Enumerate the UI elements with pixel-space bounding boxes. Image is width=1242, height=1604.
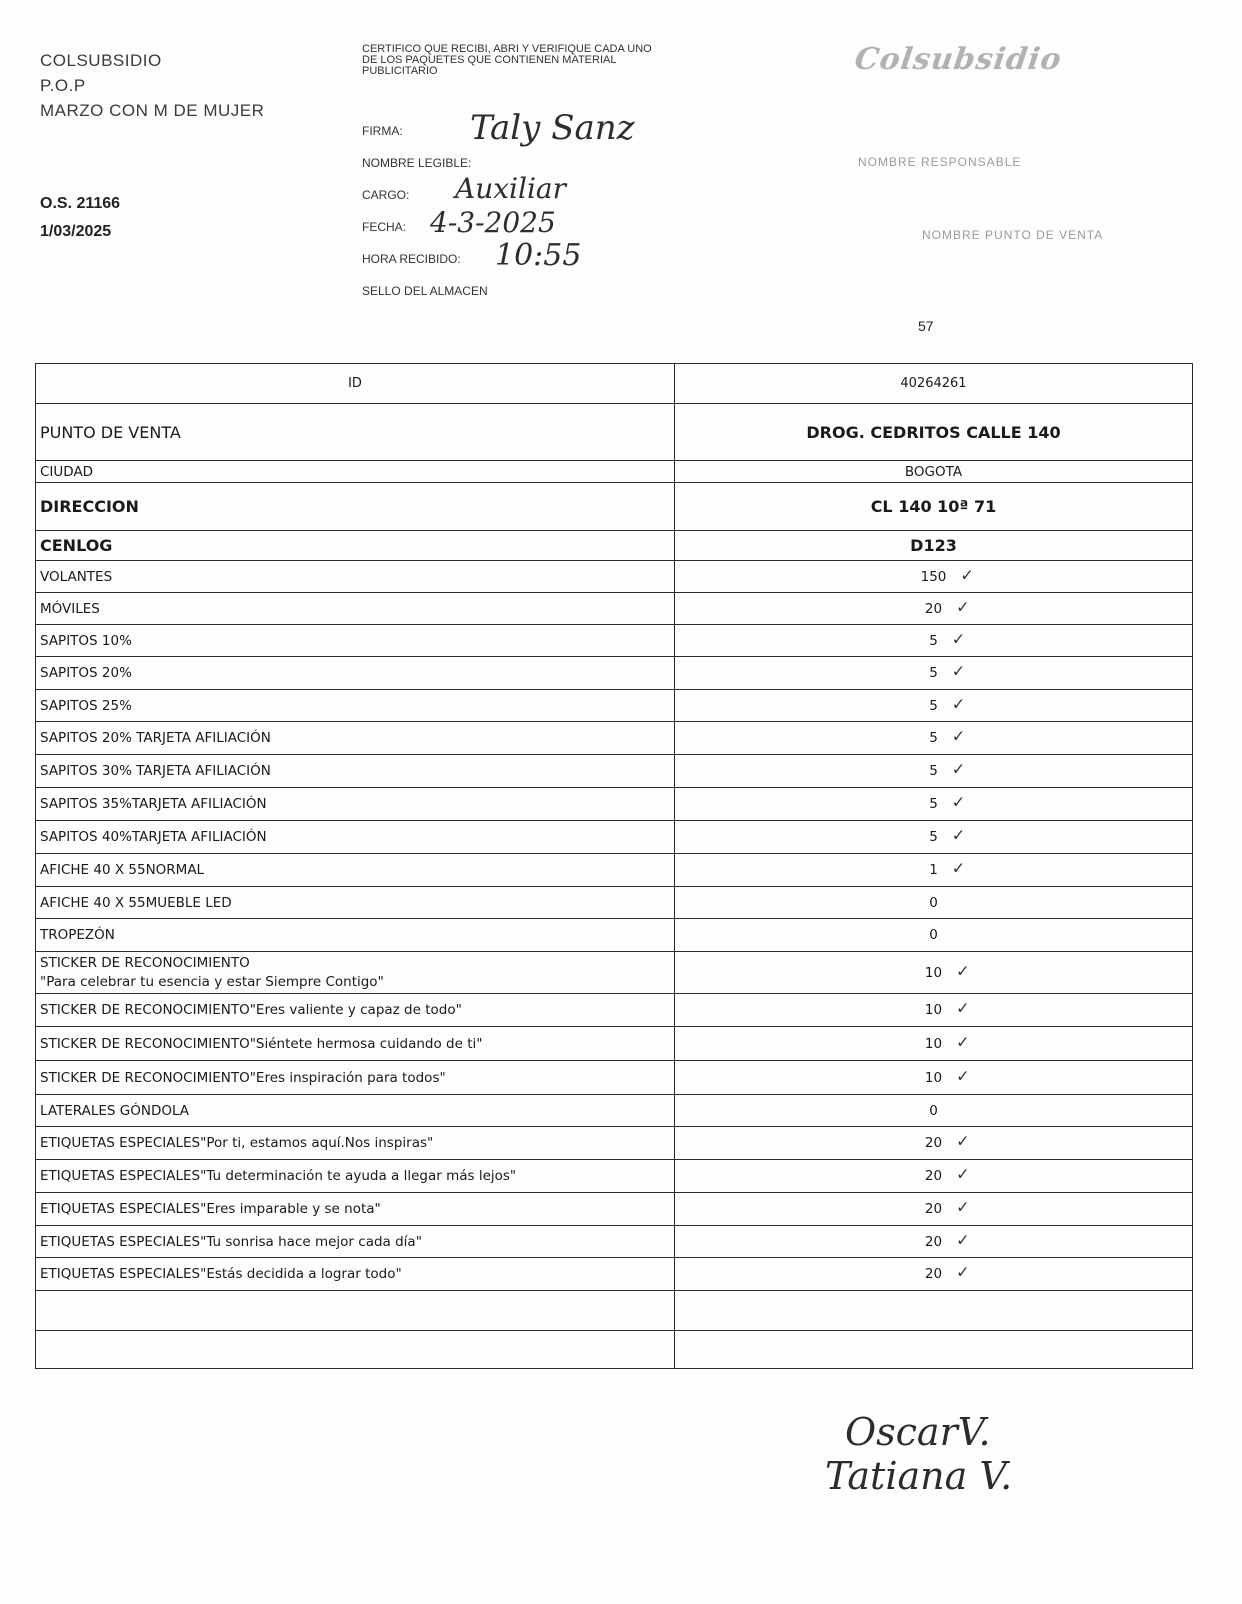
check-mark-icon: ✓ xyxy=(956,597,970,617)
item-quantity: 5 xyxy=(929,730,938,746)
firma-signature: Taly Sanz xyxy=(470,108,635,148)
check-mark-icon: ✓ xyxy=(951,825,966,845)
item-label-line-1: STICKER DE RECONOCIMIENTO xyxy=(40,954,250,971)
cargo-label: CARGO: xyxy=(362,188,410,202)
item-quantity-cell xyxy=(675,1226,1193,1258)
company-header xyxy=(40,48,264,123)
check-mark-icon: ✓ xyxy=(956,1262,970,1282)
fecha-label: FECHA: xyxy=(362,220,407,234)
check-mark-icon: ✓ xyxy=(956,1066,970,1086)
empty-row xyxy=(36,1291,1193,1331)
item-label: STICKER DE RECONOCIMIENTO"Eres inspiración para todos" xyxy=(36,1061,675,1095)
row-cenlog xyxy=(36,531,1193,561)
item-quantity-cell xyxy=(675,657,1193,690)
item-quantity-cell xyxy=(675,593,1193,625)
item-quantity-cell xyxy=(675,821,1193,854)
campaign-name: MARZO CON M DE MUJER xyxy=(40,101,265,120)
item-quantity-cell xyxy=(675,1193,1193,1226)
item-quantity: 20 xyxy=(924,600,943,617)
item-label-line-2: "Para celebrar tu esencia y estar Siempre Contigo" xyxy=(40,973,384,990)
check-mark-icon: ✓ xyxy=(956,998,970,1018)
item-row xyxy=(36,690,1193,722)
item-label: SAPITOS 20% xyxy=(36,657,675,690)
delivery-table xyxy=(35,363,1193,1369)
check-mark-icon: ✓ xyxy=(956,1230,970,1250)
item-row xyxy=(36,722,1193,755)
department: P.O.P xyxy=(40,76,86,95)
item-quantity: 5 xyxy=(929,632,938,649)
item-label: SAPITOS 40%TARJETA AFILIACIÓN xyxy=(36,821,675,854)
item-row xyxy=(36,788,1193,821)
sello-label: SELLO DEL ALMACEN xyxy=(362,284,488,298)
order-date: 1/03/2025 xyxy=(40,223,112,240)
item-quantity: 20 xyxy=(924,1201,943,1217)
check-mark-icon: ✓ xyxy=(951,792,966,812)
check-mark-icon: ✓ xyxy=(951,759,966,779)
item-quantity-cell xyxy=(675,1160,1193,1193)
item-label: SAPITOS 20% TARJETA AFILIACIÓN xyxy=(36,722,675,755)
item-quantity: 20 xyxy=(924,1168,943,1184)
item-quantity-cell xyxy=(675,854,1193,887)
item-label: MÓVILES xyxy=(36,593,675,625)
empty-row xyxy=(36,1331,1193,1369)
item-quantity-cell xyxy=(675,1258,1193,1291)
check-mark-icon: ✓ xyxy=(956,1164,970,1184)
empty-cell xyxy=(675,1331,1193,1369)
check-mark-icon: ✓ xyxy=(951,726,966,746)
item-quantity: 20 xyxy=(924,1266,943,1282)
check-mark-icon: ✓ xyxy=(951,629,966,649)
item-quantity: 5 xyxy=(929,796,938,812)
item-quantity-cell xyxy=(675,788,1193,821)
item-quantity-cell xyxy=(675,887,1193,919)
item-quantity-cell xyxy=(675,722,1193,755)
item-quantity-cell xyxy=(675,690,1193,722)
item-quantity-cell xyxy=(675,625,1193,657)
item-quantity: 5 xyxy=(929,665,938,681)
item-row xyxy=(36,1061,1193,1095)
nombre-legible-label: NOMBRE LEGIBLE: xyxy=(362,156,472,170)
item-quantity: 10 xyxy=(924,1002,943,1018)
item-row xyxy=(36,854,1193,887)
item-label: ETIQUETAS ESPECIALES"Estás decidida a lograr todo" xyxy=(36,1258,675,1291)
item-row xyxy=(36,994,1193,1027)
item-quantity-cell xyxy=(675,1061,1193,1095)
row-ciudad xyxy=(36,461,1193,483)
item-quantity: 0 xyxy=(929,927,938,943)
item-row xyxy=(36,887,1193,919)
check-mark-icon: ✓ xyxy=(951,661,966,681)
item-quantity-cell xyxy=(675,994,1193,1027)
item-quantity: 1 xyxy=(929,862,938,878)
page-number: 57 xyxy=(918,318,934,334)
item-row xyxy=(36,755,1193,788)
hora-handwritten: 10:55 xyxy=(495,238,582,273)
item-row xyxy=(36,561,1193,593)
item-row xyxy=(36,1027,1193,1061)
item-quantity: 10 xyxy=(924,1035,943,1052)
certificate-text: CERTIFICO QUE RECIBI, ABRI Y VERIFIQUE CADA UNO DE LOS PAQUETES QUE CONTIENEN MATERIAL PUBLICITARIO xyxy=(362,43,652,77)
item-quantity: 0 xyxy=(929,1102,938,1119)
item-label: ETIQUETAS ESPECIALES"Eres imparable y se nota" xyxy=(36,1193,675,1226)
item-label: ETIQUETAS ESPECIALES"Tu sonrisa hace mejor cada día" xyxy=(36,1226,675,1258)
item-quantity-cell xyxy=(675,1095,1193,1127)
item-label: VOLANTES xyxy=(36,561,675,593)
item-quantity-cell xyxy=(675,755,1193,788)
item-row xyxy=(36,1160,1193,1193)
firma-label: FIRMA: xyxy=(362,124,403,138)
hora-recibido-label: HORA RECIBIDO: xyxy=(362,252,461,266)
order-info xyxy=(40,190,120,246)
signature-line-1: OscarV. xyxy=(845,1410,991,1454)
check-mark-icon: ✓ xyxy=(951,858,966,878)
punto-venta-label: PUNTO DE VENTA xyxy=(36,404,675,461)
item-row xyxy=(36,1193,1193,1226)
item-row xyxy=(36,593,1193,625)
item-label: SAPITOS 30% TARJETA AFILIACIÓN xyxy=(36,755,675,788)
item-row xyxy=(36,821,1193,854)
order-number: O.S. 21166 xyxy=(40,195,121,212)
fecha-handwritten: 4-3-2025 xyxy=(430,206,556,239)
cargo-handwritten: Auxiliar xyxy=(455,172,566,205)
ciudad-label: CIUDAD xyxy=(36,461,675,483)
item-quantity: 10 xyxy=(924,964,943,981)
item-label: LATERALES GÓNDOLA xyxy=(36,1095,675,1127)
item-label: SAPITOS 10% xyxy=(36,625,675,657)
bottom-signature xyxy=(825,1410,1013,1498)
item-quantity-cell xyxy=(675,1027,1193,1061)
item-label xyxy=(36,952,675,994)
direccion-value: CL 140 10ª 71 xyxy=(675,483,1193,531)
row-punto-venta xyxy=(36,404,1193,461)
item-quantity: 5 xyxy=(929,697,938,714)
item-quantity-cell xyxy=(675,561,1193,593)
item-label: TROPEZÓN xyxy=(36,919,675,952)
item-row xyxy=(36,1127,1193,1160)
check-mark-icon: ✓ xyxy=(951,694,966,714)
item-quantity-cell xyxy=(675,919,1193,952)
item-quantity: 10 xyxy=(924,1069,943,1086)
item-row xyxy=(36,1095,1193,1127)
stamp-nombre-punto: NOMBRE PUNTO DE VENTA xyxy=(922,228,1104,242)
check-mark-icon: ✓ xyxy=(960,565,974,585)
item-quantity: 20 xyxy=(924,1135,943,1151)
cenlog-label: CENLOG xyxy=(36,531,675,561)
item-row xyxy=(36,1258,1193,1291)
item-quantity: 5 xyxy=(929,763,938,779)
item-label: ETIQUETAS ESPECIALES"Por ti, estamos aquí.Nos inspiras" xyxy=(36,1127,675,1160)
item-label: AFICHE 40 X 55MUEBLE LED xyxy=(36,887,675,919)
check-mark-icon: ✓ xyxy=(956,1032,970,1052)
item-quantity: 20 xyxy=(924,1233,943,1250)
item-row xyxy=(36,1226,1193,1258)
empty-cell xyxy=(36,1331,675,1369)
id-value: 40264261 xyxy=(675,364,1193,404)
stamp-nombre-responsable: NOMBRE RESPONSABLE xyxy=(858,155,1022,169)
item-row xyxy=(36,919,1193,952)
item-row xyxy=(36,657,1193,690)
item-label: ETIQUETAS ESPECIALES"Tu determinación te ayuda a llegar más lejos" xyxy=(36,1160,675,1193)
item-quantity: 150 xyxy=(920,568,947,585)
signature-line-2: Tatiana V. xyxy=(825,1454,1013,1498)
item-quantity: 5 xyxy=(929,829,938,845)
punto-venta-value: DROG. CEDRITOS CALLE 140 xyxy=(675,404,1193,461)
empty-cell xyxy=(675,1291,1193,1331)
check-mark-icon: ✓ xyxy=(956,1131,970,1151)
item-label: SAPITOS 35%TARJETA AFILIACIÓN xyxy=(36,788,675,821)
ciudad-value: BOGOTA xyxy=(675,461,1193,483)
check-mark-icon: ✓ xyxy=(956,961,970,981)
item-label: AFICHE 40 X 55NORMAL xyxy=(36,854,675,887)
item-row xyxy=(36,952,1193,994)
cenlog-value: D123 xyxy=(675,531,1193,561)
company-name: COLSUBSIDIO xyxy=(40,51,162,70)
empty-cell xyxy=(36,1291,675,1331)
item-row xyxy=(36,625,1193,657)
item-quantity: 0 xyxy=(929,894,938,911)
item-label: STICKER DE RECONOCIMIENTO"Eres valiente y capaz de todo" xyxy=(36,994,675,1027)
item-quantity-cell xyxy=(675,952,1193,994)
item-label: SAPITOS 25% xyxy=(36,690,675,722)
check-mark-icon: ✓ xyxy=(956,1197,970,1217)
item-label: STICKER DE RECONOCIMIENTO"Siéntete hermosa cuidando de ti" xyxy=(36,1027,675,1061)
direccion-label: DIRECCION xyxy=(36,483,675,531)
row-id xyxy=(36,364,1193,404)
store-stamp-logo: Colsubsidio xyxy=(852,42,1065,77)
row-direccion xyxy=(36,483,1193,531)
item-quantity-cell xyxy=(675,1127,1193,1160)
id-label: ID xyxy=(36,364,675,404)
